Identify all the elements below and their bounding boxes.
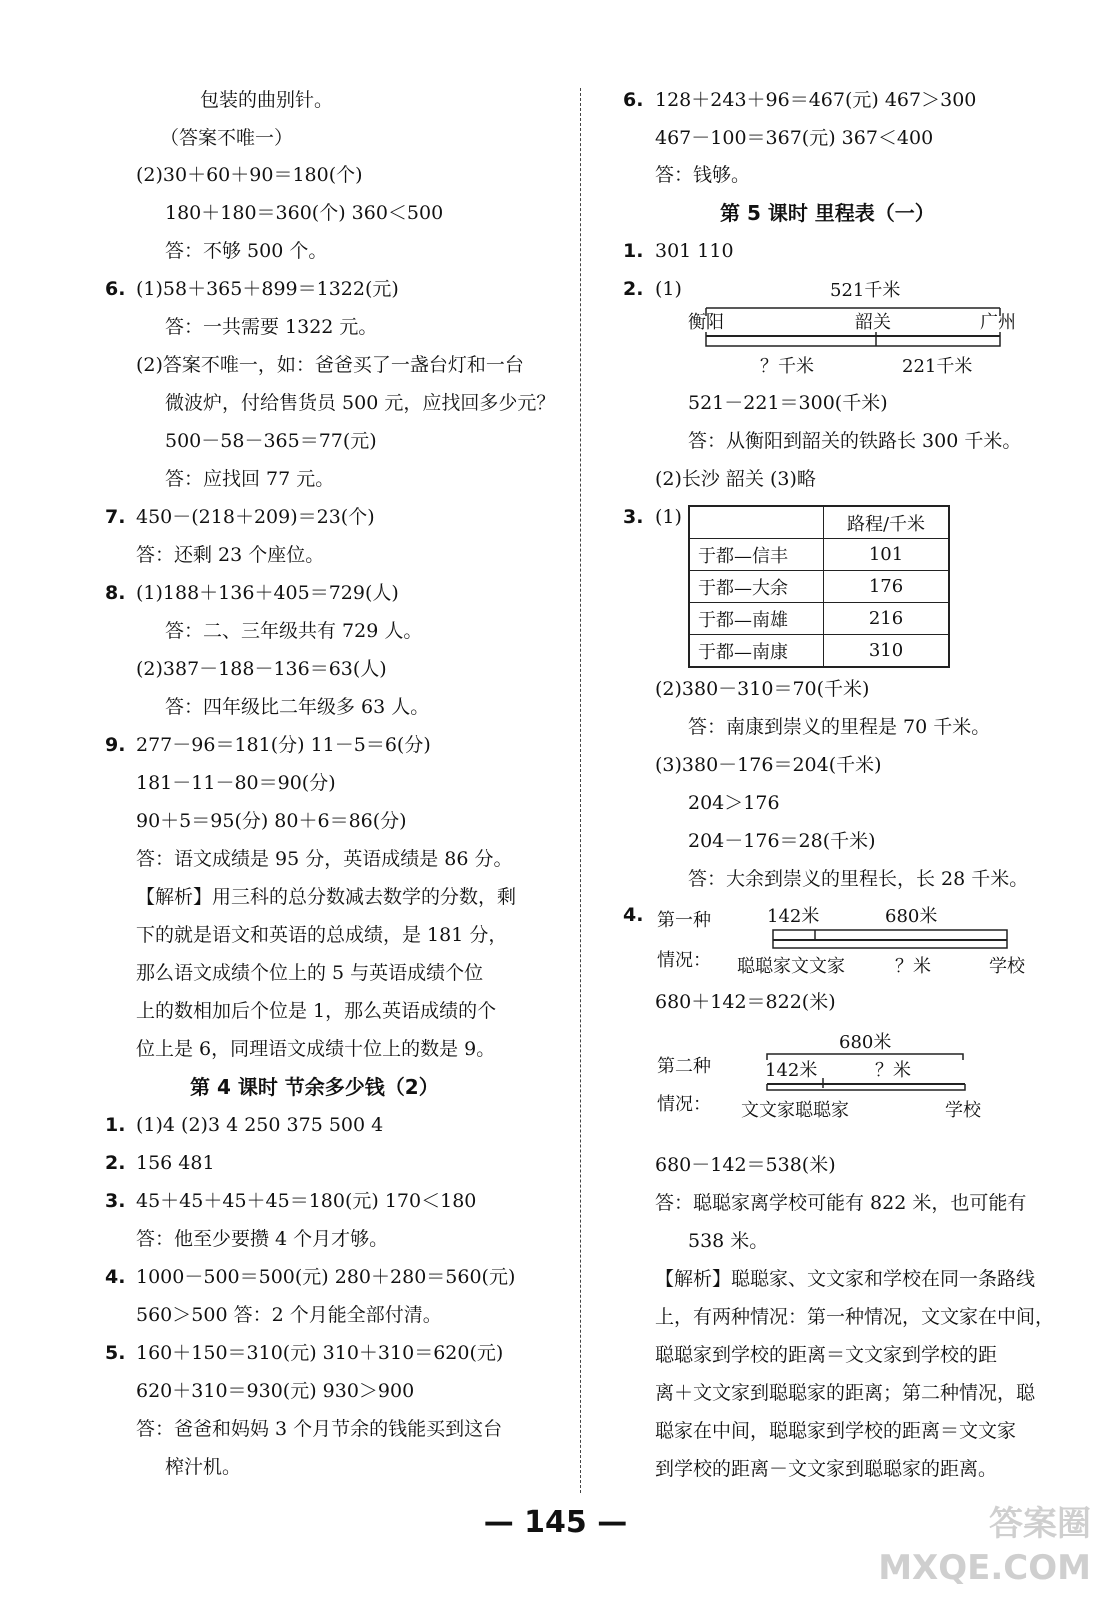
case2-unknown: ？米 [875,1060,911,1081]
text-line: 微波炉，付给售货员 500 元，应找回多少元？ [165,392,556,414]
question-number: 6. [105,278,126,300]
text-line: 500－58－365＝77(元) [165,430,377,452]
text-line: 包装的曲别针。 [200,89,334,111]
column-divider [580,88,582,1493]
table-row: 于都—大余 176 [689,571,949,603]
text-line: 160＋150＝310(元) 310＋310＝620(元) [136,1342,504,1364]
text-line: 答：他至少要攒 4 个月才够。 [136,1228,389,1250]
text-line: 答：一共需要 1322 元。 [165,316,378,338]
text-line: 521－221＝300(千米) [688,392,888,414]
question-number: 3. [105,1190,126,1212]
page-number: — 145 — [483,1505,628,1540]
text-line: 答：大余到崇义的里程长，长 28 千米。 [688,868,1029,890]
text-line: 答：南康到崇义的里程是 70 千米。 [688,716,991,738]
text-line: (3)380－176＝204(千米) [655,754,882,776]
route-known-label: 221千米 [902,356,973,377]
case2-place-1: 文文家聪聪家 [741,1100,849,1121]
case1-label-1: 第一种 [657,910,711,931]
case2-label-2: 情况： [657,1094,711,1115]
text-line: 181－11－80＝90(分) [136,772,336,794]
case2-label-1: 第二种 [657,1056,711,1077]
case1-diagram [655,900,1045,982]
text-line: 128＋243＋96＝467(元) 467＞300 [655,89,977,111]
section-heading: 第 5 课时 里程表（一） [720,201,935,225]
question-number: 4. [105,1266,126,1288]
text-line: (1)58＋365＋899＝1322(元) [136,278,399,300]
text-line: 180＋180＝360(个) 360＜500 [165,202,444,224]
question-number: 1. [623,240,644,262]
text-line: 那么语文成绩个位上的 5 与英语成绩个位 [136,962,484,984]
case2-diagram [655,1030,1045,1124]
question-number: 4. [623,904,644,926]
text-line: 上的数相加后个位是 1，那么英语成绩的个 [136,1000,497,1022]
text-line: 下的就是语文和英语的总成绩，是 181 分， [136,924,508,946]
table-row: 于都—信丰 101 [689,539,949,571]
case1-seg-b: 680米 [885,906,938,927]
text-line: 156 481 [136,1152,215,1174]
text-line: 答：聪聪家离学校可能有 822 米，也可能有 [655,1192,1027,1214]
text-line: 答：语文成绩是 95 分，英语成绩是 86 分。 [136,848,513,870]
question-number: 2. [623,278,644,300]
table-header-empty [689,506,824,539]
text-line: 680＋142＝822(米) [655,991,836,1013]
case1-seg-a: 142米 [767,906,820,927]
question-number: 9. [105,734,126,756]
text-line: 答：不够 500 个。 [165,240,328,262]
text-line: 620＋310＝930(元) 930＞900 [136,1380,415,1402]
route-end-label: 广州 [980,312,1016,333]
route-mid-label: 韶关 [855,312,891,333]
text-line: 560＞500 答：2 个月能全部付清。 [136,1304,442,1326]
text-line: 答：四年级比二年级多 63 人。 [165,696,430,718]
question-number: 6. [623,89,644,111]
text-line: 【解析】聪聪家、文文家和学校在同一条路线 [655,1268,1036,1290]
question-number: 7. [105,506,126,528]
text-line: (1)188＋136＋405＝729(人) [136,582,399,604]
text-line: (1)4 (2)3 4 250 375 500 4 [136,1114,384,1136]
text-line: 聪家在中间，聪聪家到学校的距离＝文文家 [655,1420,1017,1442]
question-number: 2. [105,1152,126,1174]
section-heading: 第 4 课时 节余多少钱（2） [190,1075,439,1099]
text-line: (2)长沙 韶关 (3)略 [655,468,816,490]
text-line: 答：钱够。 [655,164,751,186]
question-number: 3. [623,506,644,528]
route-unknown-label: ？千米 [760,356,814,377]
text-line: 90＋5＝95(分) 80＋6＝86(分) [136,810,407,832]
case2-top: 680米 [839,1032,892,1053]
route-start-label: 衡阳 [688,312,724,333]
text-line: (2)387－188－136＝63(人) [136,658,387,680]
route-total-label: 521千米 [830,280,901,301]
case1-label-2: 情况： [657,950,711,971]
watermark-line-2: MXQE.COM [878,1548,1091,1588]
text-line: 204－176＝28(千米) [688,830,876,852]
text-line: (1) [655,506,682,528]
text-line: 1000－500＝500(元) 280＋280＝560(元) [136,1266,516,1288]
table-row: 于都—南康 310 [689,635,949,668]
text-line: 答：二、三年级共有 729 人。 [165,620,423,642]
text-line: 538 米。 [688,1230,769,1252]
text-line: 上，有两种情况：第一种情况，文文家在中间， [655,1306,1055,1328]
table-header-distance: 路程/千米 [824,506,950,539]
text-line: （答案不唯一） [160,127,294,149]
watermark-line-1: 答案圈 [989,1504,1091,1544]
text-line: (2)答案不唯一，如：爸爸买了一盏台灯和一台 [136,354,524,376]
case2-seg-a: 142米 [765,1060,818,1081]
question-number: 5. [105,1342,126,1364]
text-line: 450－(218＋209)＝23(个) [136,506,375,528]
text-line: 聪聪家到学校的距离＝文文家到学校的距 [655,1344,998,1366]
text-line: 位上是 6，同理语文成绩十位上的数是 9。 [136,1038,496,1060]
case2-place-3: 学校 [945,1100,981,1121]
text-line: 答：爸爸和妈妈 3 个月节余的钱能买到这台 [136,1418,503,1440]
question-number: 1. [105,1114,126,1136]
text-line: (2)30＋60＋90＝180(个) [136,164,363,186]
case1-unknown: ？米 [895,956,931,977]
watermark [878,1502,1091,1590]
text-line: 榨汁机。 [165,1456,242,1478]
text-line: 【解析】用三科的总分数减去数学的分数，剩 [136,886,517,908]
text-line: 277－96＝181(分) 11－5＝6(分) [136,734,431,756]
case1-place-1: 聪聪家文文家 [737,956,845,977]
text-line: 680－142＝538(米) [655,1154,836,1176]
question-number: 8. [105,582,126,604]
text-line: 204＞176 [688,792,780,814]
text-line: (1) [655,278,682,300]
text-line: 到学校的距离－文文家到聪聪家的距离。 [655,1458,998,1480]
route-diagram [680,276,1040,382]
table-row: 于都—南雄 216 [689,603,949,635]
distance-table [688,505,950,668]
text-line: 离＋文文家到聪聪家的距离；第二种情况，聪 [655,1382,1036,1404]
case1-place-3: 学校 [989,956,1025,977]
text-line: 45＋45＋45＋45＝180(元) 170＜180 [136,1190,477,1212]
route-bottom-brace [706,340,1000,346]
text-line: 答：还剩 23 个座位。 [136,544,325,566]
text-line: 301 110 [655,240,734,262]
text-line: 答：应找回 77 元。 [165,468,335,490]
text-line: 答：从衡阳到韶关的铁路长 300 千米。 [688,430,1022,452]
text-line: (2)380－310＝70(千米) [655,678,870,700]
text-line: 467－100＝367(元) 367＜400 [655,127,934,149]
table-header-row [689,506,949,539]
